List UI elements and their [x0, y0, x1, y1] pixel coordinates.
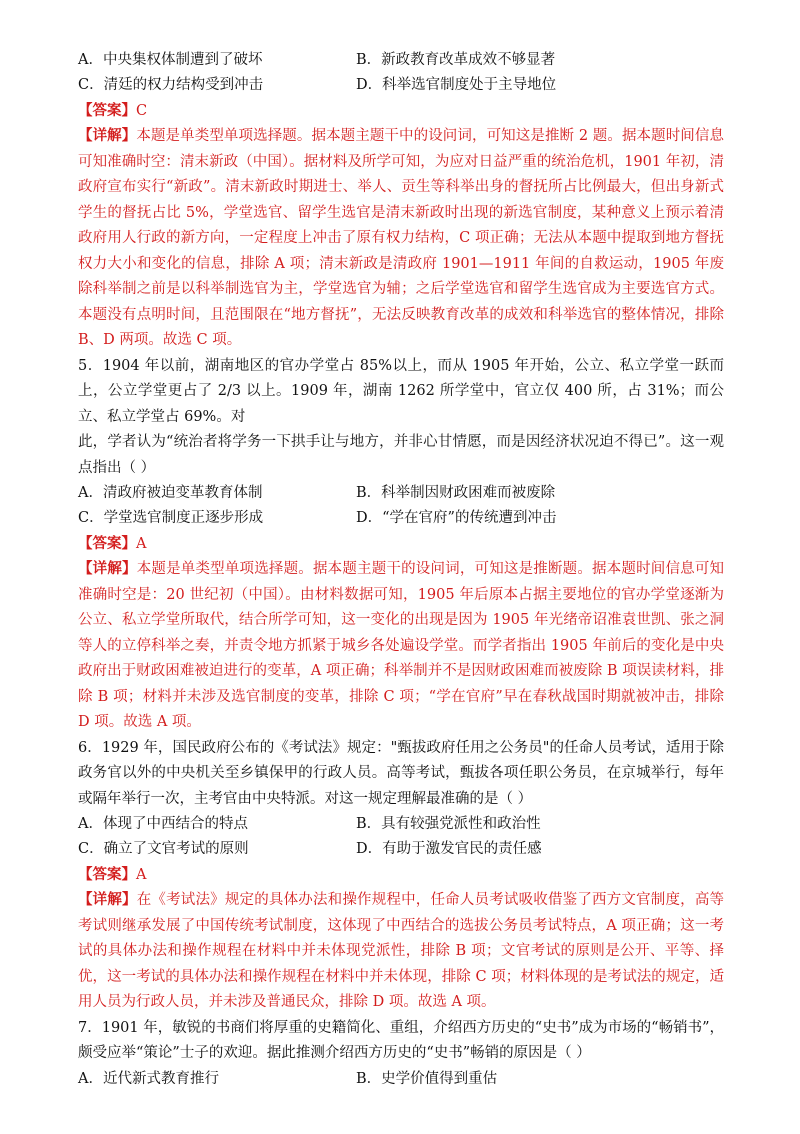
document-body — [78, 48, 724, 1092]
q5-stem-part-2: 此，学者认为“统治者将学务一下拱手让与地方，并非心甘情愿，而是因经济状况迫不得已”。这一观点指出（ ） — [78, 434, 724, 476]
q6-stem: 6．1929 年，国民政府公布的《考试法》规定："甄拔政府任用之公务员"的任命人员考试，适用于除政务官以外的中央机关至乡镇保甲的行政人员。高等考试，甄拔各项任职公务员，在京城举行，每年或隔年举行一次，主考官由中央特派。对这一规定理解最准确的是（ ） — [78, 739, 724, 807]
q6-option-c: C．确立了文官考试的原则 — [78, 841, 249, 857]
q6-answer — [78, 862, 724, 887]
q6-detail — [78, 887, 724, 1016]
q7-option-b: B．史学价值得到重估 — [356, 1070, 498, 1087]
q6-answer-value: A — [136, 867, 147, 883]
q4-detail-tag: 【详解】 — [78, 127, 137, 144]
q7-stem: 7．1901 年，敏锐的书商们将厚重的史籍简化、重组，介绍西方历史的“史书”成为市场的“畅销书”，颇受应举“策论”士子的欢迎。据此推测介绍西方历史的“史书”畅销的原因是（ ） — [78, 1019, 724, 1061]
q5-option-b: B．科举制因财政困难而被废除 — [356, 485, 556, 501]
q6-options-row-1 — [78, 812, 724, 837]
q5-options-row-2 — [78, 506, 724, 531]
q5-option-d: D．“学在官府”的传统遭到冲击 — [356, 510, 557, 526]
q6-option-b: B．具有较强党派性和政治性 — [356, 816, 541, 832]
q4-detail-text: 本题是单类型单项选择题。据本题主题干中的设问词，可知这是推断 2 题。据本题时间信息可知准确时空：清末新政（中国）。据材料及所学可知，为应对日益严重的统治危机，1901 年初，清政府宣布实行“新政”。清末新政时期进士、举人、贡生等科举出身的督抚所占比例最大，但出身新式学生的督抚占比 5%，学堂选官、留学生选官是清末新政时出现的新选官制度，某种意义上预示着清政府用人行政的新方向，一定程度上冲击了原有权力结构，C 项正确；无法从本题中提取到地方督抚权力大小和变化的信息，排除 A 项；清末新政是清政府 1901—1911 年间的自救运动，1905 年废除科举制之前是以科举制选官为主，学堂选官为辅；之后学堂选官和留学生选官成为主要选官方式。本题没有点明时间，且范围限在“地方督抚”，无法反映教育改革的成效和科举选官的整体情况，排除 B、D 两项。故选 C 项。 — [78, 128, 724, 348]
q5-option-c: C．学堂选官制度正逐步形成 — [78, 510, 264, 526]
q6-option-a: A．体现了中西结合的特点 — [78, 816, 248, 832]
q5-answer-tag: 【答案】 — [78, 535, 136, 552]
q5-answer-value: A — [136, 536, 147, 552]
q5-detail — [78, 556, 724, 736]
q4-answer — [78, 98, 724, 123]
q4-options-row-1 — [78, 48, 724, 73]
q5-stem-part-1: 5．1904 年以前，湖南地区的官办学堂占 85%以上，而从 1905 年开始，公立、私立学堂一跃而上，公立学堂更占了 2/3 以上。1909 年，湖南 1262 所学堂中，官立仅 400 所，占 31%；而公立、私立学堂占 69%。对 — [78, 357, 724, 425]
q6-answer-tag: 【答案】 — [78, 866, 136, 883]
q6-options-row-2 — [78, 837, 724, 862]
q6-option-d: D．有助于激发官民的责任感 — [356, 841, 542, 857]
q4-option-c: C．清廷的权力结构受到冲击 — [78, 77, 264, 93]
q4-option-a: A．中央集权体制遭到了破坏 — [78, 52, 263, 68]
q7-option-a: A．近代新式教育推行 — [78, 1070, 219, 1087]
q5-detail-tag: 【详解】 — [78, 560, 137, 577]
q4-option-d: D．科举选官制度处于主导地位 — [356, 77, 557, 93]
q5-option-a: A．清政府被迫变革教育体制 — [78, 485, 263, 501]
q4-answer-tag: 【答案】 — [78, 102, 136, 119]
q4-option-b: B．新政教育改革成效不够显著 — [356, 52, 556, 68]
q6-detail-text: 在《考试法》规定的具体办法和操作规程中，任命人员考试吸收借鉴了西方文官制度，高等考试则继承发展了中国传统考试制度，这体现了中西结合的选拔公务员考试特点，A 项正确；这一考试的具体办法和操作规程在材料中并未体现党派性，排除 B 项；文官考试的原则是公开、平等、择优，这一考试的具体办法和操作规程在材料中并未体现，排除 C 项；材料体现的是考试法的规定，适用人员为行政人员，并未涉及普通民众，排除 D 项。故选 A 项。 — [78, 892, 725, 1010]
q5-detail-text: 本题是单类型单项选择题。据本题主题干的设问词，可知这是推断题。据本题时间信息可知准确时空是：20 世纪初（中国）。由材料数据可知，1905 年后原本占据主要地位的官办学堂逐渐为公立、私立学堂所取代，结合所学可知，这一变化的出现是因为 1905 年光绪帝诏准袁世凯、张之洞等人的立停科举之奏，并责令地方抓紧于城乡各处遍设学堂。而学者指出 1905 年前后的变化是中央政府出于财政困难被迫进行的变革，A 项正确；科举制并不是因财政困难而被废除 B 项误读材料，排除 B 项；材料并未涉及选官制度的变革，排除 C 项；“学在官府”早在春秋战国时期就被冲击，排除 D 项。故选 A 项。 — [78, 561, 725, 730]
q4-answer-value: C — [136, 103, 148, 119]
q7-options-row-1 — [78, 1067, 724, 1092]
q6-detail-tag: 【详解】 — [78, 891, 137, 908]
q5-answer — [78, 531, 724, 556]
q4-detail — [78, 123, 724, 354]
q4-options-row-2 — [78, 73, 724, 98]
q5-options-row-1 — [78, 481, 724, 506]
